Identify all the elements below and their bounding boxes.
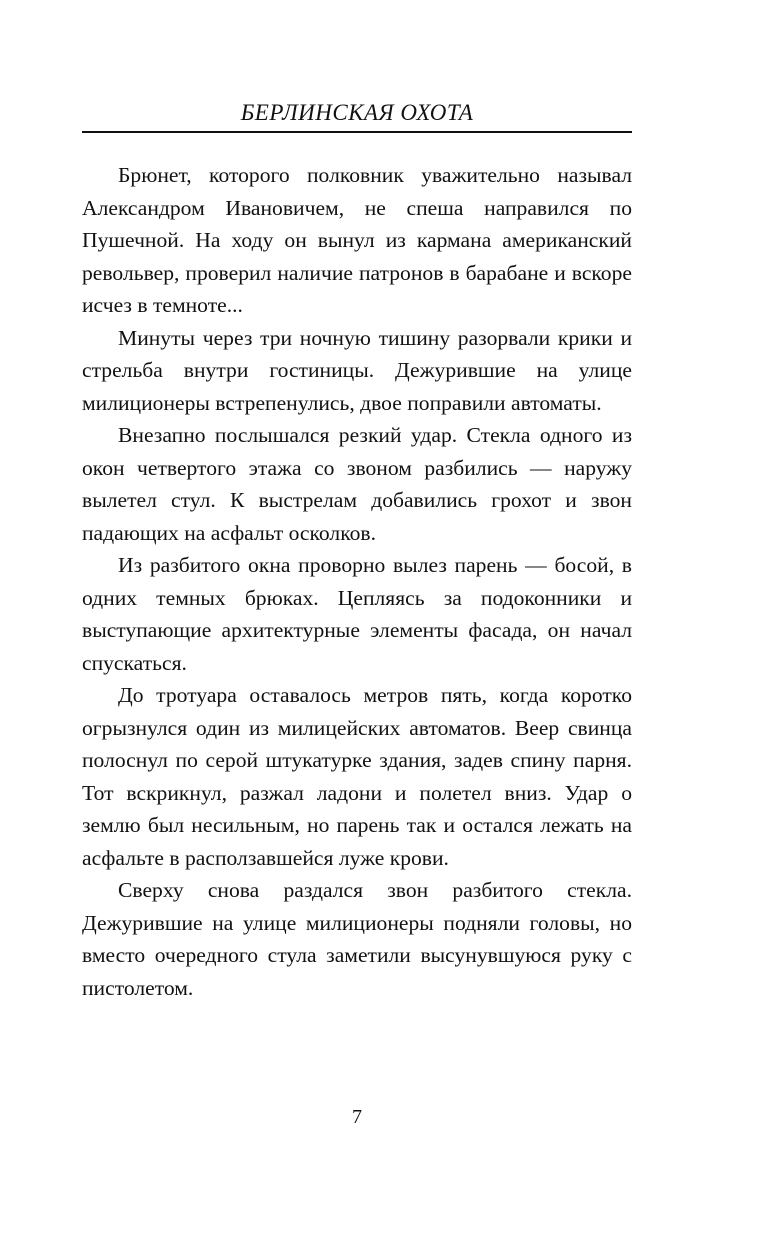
- paragraph-5: До тротуара оставалось метров пять, когда коротко огрызнулся один из милицейских автоматов. Веер свинца полоснул по серой штукатурке здания, задев спину парня. Тот вскрикнул, разжал ладони и полетел вниз. Удар о землю был несильным, но парень так и остался лежать на асфальте в расползавшейся луже крови.: [82, 683, 632, 870]
- paragraph-3: Внезапно послышался резкий удар. Стекла одного из окон четвертого этажа со звоном разбились — наружу вылетел стул. К выстрелам добавились грохот и звон падающих на асфальт осколков.: [82, 423, 632, 545]
- paragraph-6: Сверху снова раздался звон разбитого стекла. Дежурившие на улице милиционеры подняли головы, но вместо очередного стула заметили высунувшуюся руку с пистолетом.: [82, 878, 632, 1000]
- page-number: 7: [352, 1106, 362, 1128]
- running-title: БЕРЛИНСКАЯ ОХОТА: [240, 100, 474, 125]
- paragraph-4: Из разбитого окна проворно вылез парень — босой, в одних темных брюках. Цепляясь за подоконники и выступающие архитектурные элементы фасада, он начал спускаться.: [82, 553, 632, 675]
- paragraph-2: Минуты через три ночную тишину разорвали крики и стрельба внутри гостиницы. Дежурившие на улице милиционеры встрепенулись, двое поправили автоматы.: [82, 325, 632, 415]
- body-text: [82, 159, 632, 1004]
- header-rule: [82, 131, 632, 133]
- paragraph-1: Брюнет, которого полковник уважительно называл Александром Ивановичем, не спеша направился по Пушечной. На ходу он вынул из кармана американский револьвер, проверил наличие патронов в барабане и вскоре исчез в темноте...: [82, 163, 632, 317]
